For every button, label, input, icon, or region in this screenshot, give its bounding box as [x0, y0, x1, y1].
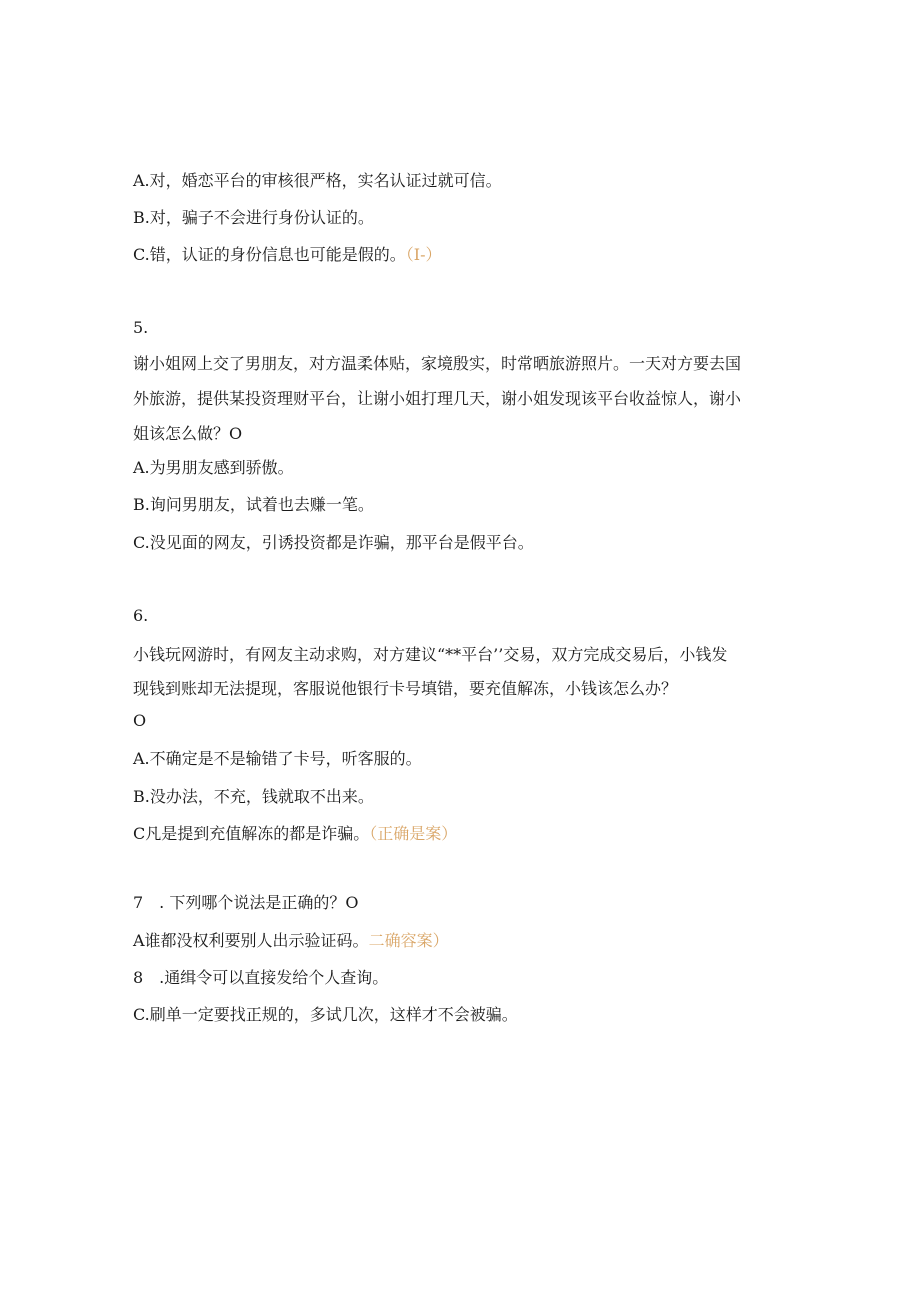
q7-answer-mark: 二确容案） [368, 931, 449, 950]
q4-option-b: B.对，骗子不会进行身份认证的。 [133, 208, 374, 227]
q6-number: 6. [133, 606, 149, 625]
q5-number: 5. [133, 318, 149, 337]
q6-option-c-text: C凡是提到充值解冻的都是诈骗。 [133, 824, 370, 843]
q5-stem-line-2: 外旅游，提供某投资理财平台，让谢小姐打理几天，谢小姐发现该平台收益惊人，谢小 [133, 389, 742, 408]
q5-option-a: A.为男朋友感到骄傲。 [133, 458, 294, 477]
q4-answer-mark: （I-） [405, 245, 442, 264]
q6-option-b: B.没办法，不充，钱就取不出来。 [133, 787, 374, 806]
q4-option-c-text: C.错，认证的身份信息也可能是假的。 [133, 245, 406, 264]
q7-option-c: C.刷单一定要找正规的，多试几次，这样才不会被骗。 [133, 1005, 518, 1024]
q5-option-c: C.没见面的网友，引诱投资都是诈骗，那平台是假平台。 [133, 533, 534, 552]
q5-stem-line-3: 姐该怎么做？O [133, 424, 243, 443]
q6-option-a: A.不确定是不是输错了卡号，听客服的。 [133, 749, 422, 768]
q6-stem-line-2: 现钱到账却无法提现，客服说他银行卡号填错，要充值解冻，小钱该怎么办？ [133, 679, 678, 698]
q4-option-a: A.对，婚恋平台的审核很严格，实名认证过就可信。 [133, 171, 502, 190]
q7-option-a [133, 931, 793, 951]
q7-stem: 7 . 下列哪个说法是正确的？O [133, 893, 359, 912]
q6-stem-line-1: 小钱玩网游时，有网友主动求购，对方建议“**平台’’交易，双方完成交易后，小钱发 [133, 645, 728, 664]
q7-option-a-text: A谁都没权利要别人出示验证码。 [133, 931, 369, 950]
q5-stem-line-1: 谢小姐网上交了男朋友，对方温柔体贴，家境殷实，时常晒旅游照片。一天对方要去国 [133, 354, 742, 373]
q6-option-c [133, 824, 793, 844]
q5-option-b: B.询问男朋友，试着也去赚一笔。 [133, 495, 374, 514]
q7-option-b: 8 .通缉令可以直接发给个人查询。 [133, 968, 389, 987]
q6-answer-mark: （正确是案） [369, 824, 458, 843]
q4-option-c [133, 245, 793, 265]
q6-stem-line-3: O [133, 711, 147, 730]
